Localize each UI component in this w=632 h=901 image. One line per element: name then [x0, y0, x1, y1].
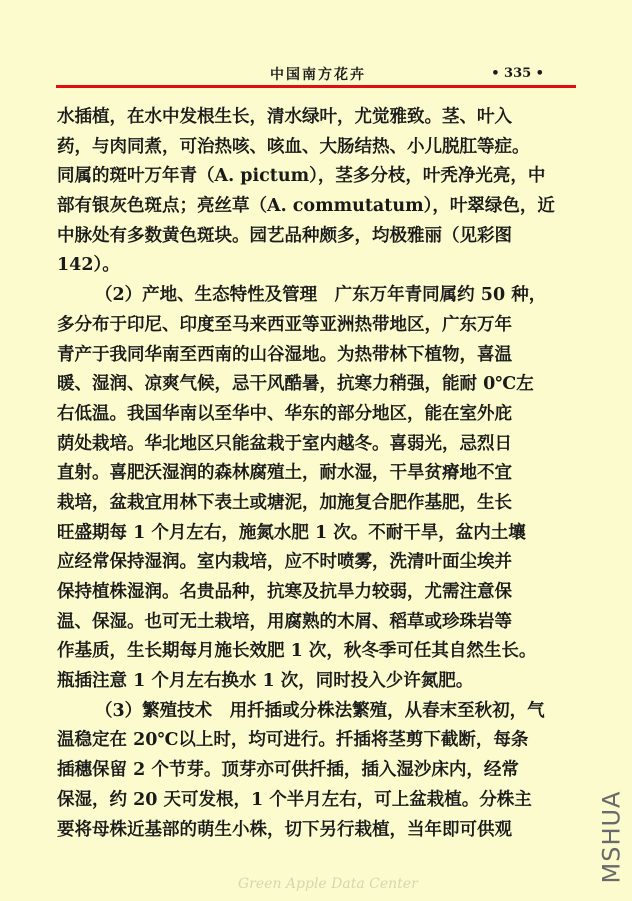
text-line: 青产于我同华南至西南的山谷湿地。为热带林下植物，喜温	[57, 344, 512, 365]
text-line: 要将母株近基部的萌生小株，切下另行栽植，当年即可供观	[57, 819, 512, 840]
side-watermark	[594, 787, 628, 887]
header-rule	[56, 85, 576, 88]
text-line: 右低温。我国华南以至华中、华东的部分地区，能在室外庇	[57, 403, 512, 424]
text-line: 温稳定在 20℃以上时，均可进行。扦插将茎剪下截断，每条	[57, 730, 529, 751]
footer-watermark: Green Apple Data Center	[238, 876, 418, 892]
text-line: 保湿，约 20 天可发根，1 个半月左右，可上盆栽植。分株主	[57, 789, 532, 810]
text-line: 水插植，在水中发根生长，清水绿叶，尤觉雅致。茎、叶入	[57, 107, 512, 127]
text-line: 同属的斑叶万年青（A. pictum），茎多分枝，叶秃净光亮，中	[57, 166, 546, 187]
paragraph	[57, 103, 577, 281]
text-line: 插穗保留 2 个节芽。顶芽亦可供扦插，插入湿沙床内，经常	[57, 760, 519, 781]
text-line: 旺盛期每 1 个月左右，施氮水肥 1 次。不耐干旱，盆内土壤	[57, 522, 526, 543]
paragraph	[57, 281, 577, 697]
running-head-title: 中国南方花卉	[270, 67, 366, 83]
text-line: 瓶插注意 1 个月左右换水 1 次，同时投入少许氮肥。	[57, 671, 474, 692]
body-text	[57, 103, 577, 845]
text-line: 142）。	[57, 255, 120, 276]
text-line: 药，与肉同煮，可治热咳、咳血、大肠结热、小儿脱肛等症。	[57, 136, 530, 157]
paragraph	[57, 697, 577, 845]
text-line: 荫处栽培。华北地区只能盆栽于室内越冬。喜弱光，忌烈日	[57, 433, 512, 454]
text-line: 中脉处有多数黄色斑块。园艺品种颇多，均极雅丽（见彩图	[57, 225, 512, 246]
text-line: 直射。喜肥沃湿润的森林腐殖土，耐水湿，干旱贫瘠地不宜	[57, 463, 512, 484]
text-line: 作基质，生长期每月施长效肥 1 次，秋冬季可任其自然生长。	[57, 641, 537, 662]
text-line: 栽培，盆栽宜用林下表土或塘泥，加施复合肥作基肥，生长	[57, 492, 512, 513]
text-line: （2）产地、生态特性及管理 广东万年青同属约 50 种，	[95, 285, 547, 306]
text-line: 暖、湿润、凉爽气候，忌干风酷暑，抗寒力稍强，能耐 0℃左	[57, 374, 534, 395]
text-line: 部有银灰色斑点；亮丝草（A. commutatum），叶翠绿色，近	[57, 196, 555, 217]
text-line: 保持植株湿润。名贵品种，抗寒及抗旱力较弱，尤需注意保	[57, 582, 512, 602]
side-watermark-text: MSHUA	[597, 790, 626, 884]
text-line: 应经常保持湿润。室内栽培，应不时喷雾，洗清叶面尘埃并	[57, 552, 512, 573]
text-line: 多分布于印尼、印度至马来西亚等亚洲热带地区，广东万年	[57, 314, 512, 335]
page-number: • 335 •	[491, 66, 544, 81]
text-line: 温、保湿。也可无土栽培，用腐熟的木屑、稻草或珍珠岩等	[57, 611, 512, 632]
text-line: （3）繁殖技术 用扦插或分株法繁殖，从春末至秋初，气	[95, 700, 545, 721]
